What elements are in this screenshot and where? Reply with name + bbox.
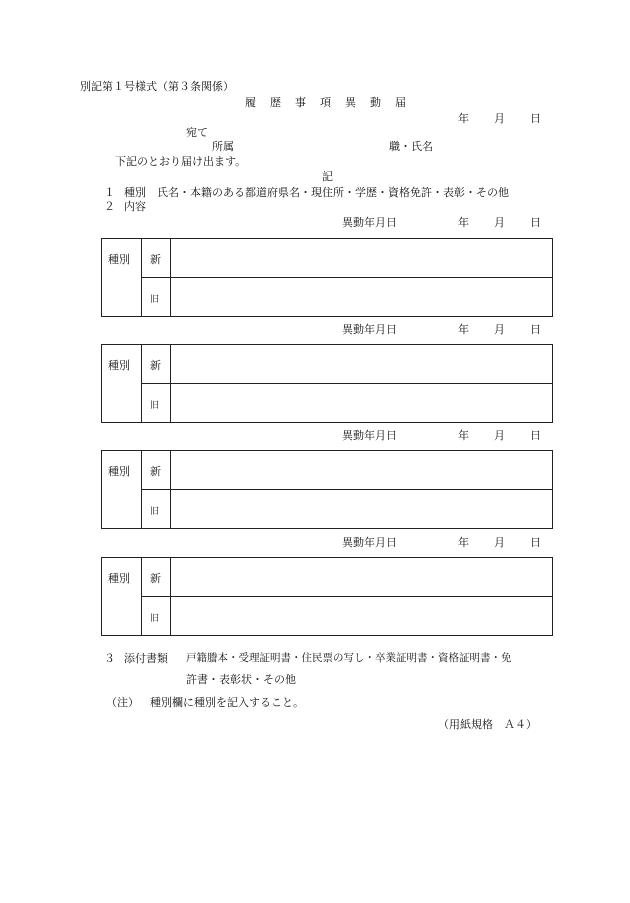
new-label-cell (142, 451, 171, 489)
new-label-cell (142, 345, 171, 383)
new-label: 新 (150, 572, 161, 585)
type-label: 種別 (108, 359, 130, 372)
name-label: 職・氏名 (389, 140, 433, 153)
title-char: 届 (395, 96, 406, 109)
old-label: 旧 (150, 401, 160, 411)
title-char: 履 (245, 96, 256, 109)
form-title (245, 96, 406, 109)
change-date-month[interactable]: 月 (494, 536, 505, 549)
change-date-month[interactable]: 月 (494, 323, 505, 336)
attachments-label: 添付書類 (124, 652, 168, 665)
affiliation-label: 所属 (212, 140, 234, 153)
old-label-cell (142, 490, 171, 528)
old-label: 旧 (150, 614, 160, 624)
change-date-day[interactable]: 日 (530, 216, 541, 229)
item1-number: １ (104, 186, 115, 199)
old-label: 旧 (150, 295, 160, 305)
new-value-field[interactable] (171, 345, 552, 383)
change-date-label: 異動年月日 (342, 429, 397, 442)
type-label: 種別 (108, 572, 130, 585)
type-label: 種別 (108, 465, 130, 478)
item1-text: 種別 氏名・本籍のある都道府県名・現住所・学歴・資格免許・表彰・その他 (124, 186, 509, 199)
old-value-field[interactable] (171, 597, 552, 635)
item2-text: 内容 (124, 200, 146, 213)
new-label-cell (142, 239, 171, 277)
new-value-field[interactable] (171, 239, 552, 277)
paper-spec: （用紙規格 Ａ４） (438, 718, 537, 731)
type-cell[interactable] (102, 345, 142, 422)
attachments-line2: 許書・表彰状・その他 (186, 673, 296, 686)
note-text: 種別欄に種別を記入すること。 (150, 696, 304, 709)
change-record-table (101, 557, 553, 636)
intro-text: 下記のとおり届け出ます。 (115, 155, 247, 168)
new-label: 新 (150, 253, 161, 266)
submit-date-year[interactable]: 年 (458, 112, 469, 125)
change-date-label: 異動年月日 (342, 216, 397, 229)
old-value-field[interactable] (171, 384, 552, 422)
title-char: 歴 (270, 96, 281, 109)
attachments-number: ３ (104, 652, 115, 665)
form-label: 別記第１号様式（第３条関係） (80, 80, 234, 93)
title-char: 動 (370, 96, 381, 109)
change-date-day[interactable]: 日 (530, 429, 541, 442)
old-label-cell (142, 597, 171, 635)
new-value-field[interactable] (171, 451, 552, 489)
new-label: 新 (150, 359, 161, 372)
change-record-table (101, 238, 553, 317)
change-date-day[interactable]: 日 (530, 536, 541, 549)
submit-date-month[interactable]: 月 (494, 112, 505, 125)
item2-number: ２ (104, 200, 115, 213)
change-date-month[interactable]: 月 (494, 216, 505, 229)
change-date-year[interactable]: 年 (458, 323, 469, 336)
change-date-year[interactable]: 年 (458, 536, 469, 549)
title-char: 異 (345, 96, 356, 109)
type-label: 種別 (108, 253, 130, 266)
old-label-cell (142, 384, 171, 422)
submit-date-day[interactable]: 日 (530, 112, 541, 125)
change-date-year[interactable]: 年 (458, 216, 469, 229)
change-record-table (101, 450, 553, 529)
type-cell[interactable] (102, 239, 142, 316)
title-char: 事 (295, 96, 306, 109)
note-prefix: （注） (106, 696, 139, 709)
record-mark: 記 (322, 170, 333, 183)
change-date-label: 異動年月日 (342, 536, 397, 549)
new-label-cell (142, 558, 171, 596)
title-char: 項 (320, 96, 331, 109)
change-date-month[interactable]: 月 (494, 429, 505, 442)
change-date-label: 異動年月日 (342, 323, 397, 336)
new-value-field[interactable] (171, 558, 552, 596)
type-cell[interactable] (102, 451, 142, 528)
old-value-field[interactable] (171, 278, 552, 316)
old-value-field[interactable] (171, 490, 552, 528)
old-label: 旧 (150, 507, 160, 517)
new-label: 新 (150, 465, 161, 478)
change-date-year[interactable]: 年 (458, 429, 469, 442)
addressee-suffix: 宛て (186, 126, 208, 139)
old-label-cell (142, 278, 171, 316)
attachments-line1: 戸籍謄本・受理証明書・住民票の写し・卒業証明書・資格証明書・免 (186, 652, 512, 664)
type-cell[interactable] (102, 558, 142, 635)
change-date-day[interactable]: 日 (530, 323, 541, 336)
change-record-table (101, 344, 553, 423)
